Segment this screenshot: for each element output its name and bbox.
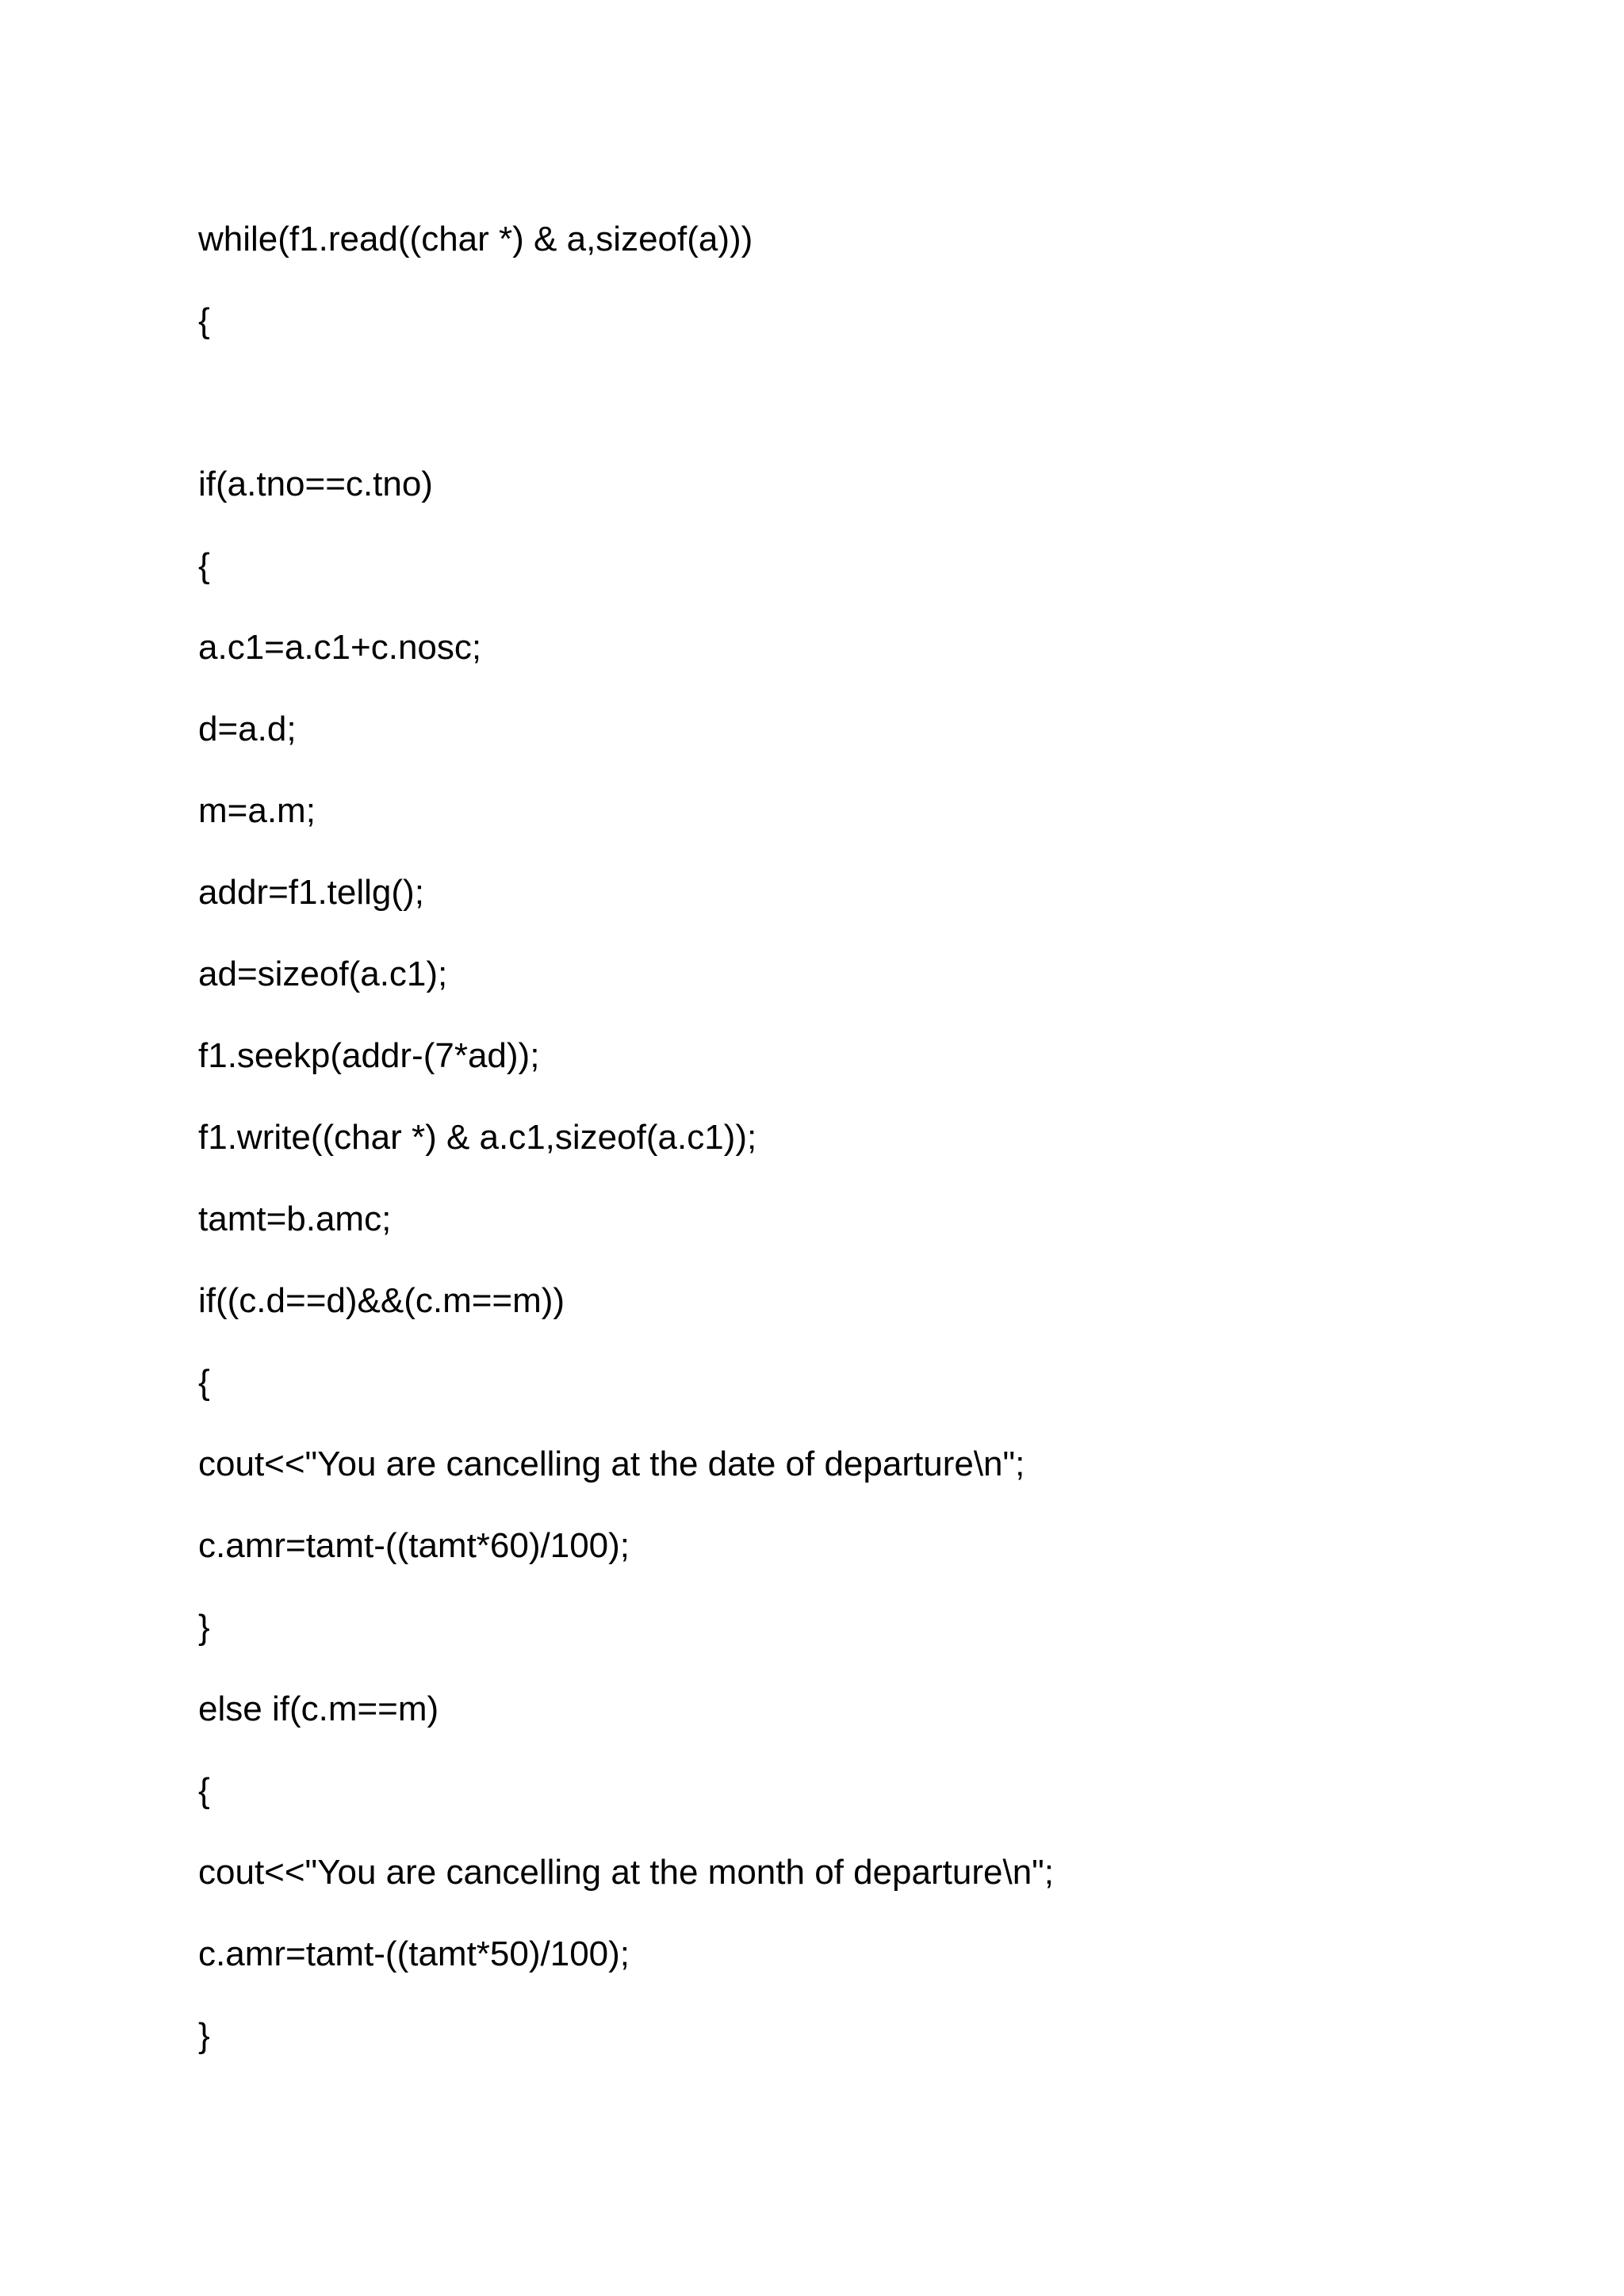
- code-line: cout<<"You are cancelling at the date of departure\n";: [198, 1445, 1025, 1483]
- code-line: if(a.tno==c.tno): [198, 465, 433, 503]
- code-line: else if(c.m==m): [198, 1689, 439, 1728]
- code-line: while(f1.read((char *) & a,sizeof(a))): [198, 220, 753, 258]
- code-line: tamt=b.amc;: [198, 1200, 392, 1238]
- code-line: c.amr=tamt-((tamt*60)/100);: [198, 1526, 630, 1565]
- code-line: {: [198, 1363, 210, 1402]
- code-line: cout<<"You are cancelling at the month of departure\n";: [198, 1853, 1055, 1892]
- code-line: a.c1=a.c1+c.nosc;: [198, 628, 482, 667]
- code-listing: [198, 198, 1054, 2076]
- code-line: }: [198, 1608, 210, 1647]
- code-line: f1.write((char *) & a.c1,sizeof(a.c1));: [198, 1118, 757, 1157]
- blank-line: [198, 362, 1054, 443]
- code-line: ad=sizeof(a.c1);: [198, 955, 448, 993]
- code-line: c.amr=tamt-((tamt*50)/100);: [198, 1934, 630, 1973]
- code-line: f1.seekp(addr-(7*ad));: [198, 1036, 540, 1075]
- code-line: d=a.d;: [198, 710, 297, 748]
- code-line: {: [198, 301, 210, 340]
- code-line: addr=f1.tellg();: [198, 873, 424, 912]
- code-line: m=a.m;: [198, 791, 316, 830]
- code-line: {: [198, 546, 210, 585]
- code-line: {: [198, 1771, 210, 1810]
- code-line: if((c.d==d)&&(c.m==m)): [198, 1281, 565, 1320]
- code-line: }: [198, 2016, 210, 2055]
